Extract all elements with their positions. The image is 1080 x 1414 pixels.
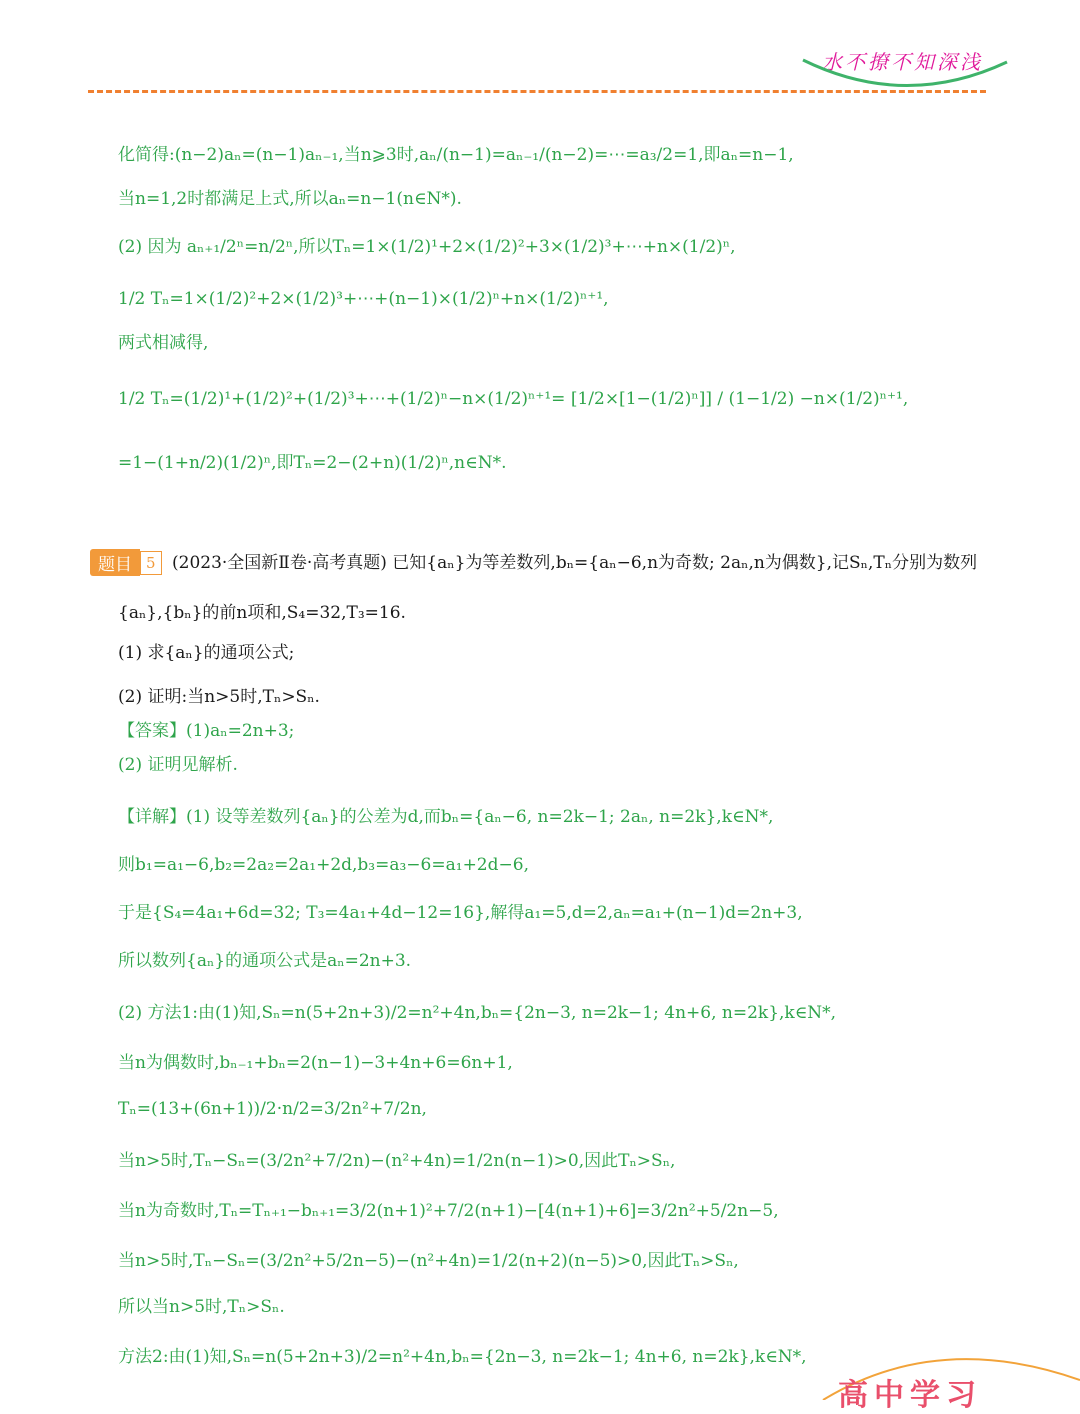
prev-line-1: 化简得:(n−2)aₙ=(n−1)aₙ₋₁,当n⩾3时,aₙ/(n−1)=aₙ₋₁/(n−2)=⋯=a₃/2=1,即aₙ=n−1, [118, 145, 794, 165]
solution-line-9: 当n为奇数时,Tₙ=Tₙ₊₁−bₙ₊₁=3/2(n+1)²+7/2(n+1)−[4(n+1)+6]=3/2n²+5/2n−5, [118, 1201, 779, 1221]
prev-line-3: (2) 因为 aₙ₊₁/2ⁿ=n/2ⁿ,所以Tₙ=1×(1/2)¹+2×(1/2)²+3×(1/2)³+⋯+n×(1/2)ⁿ, [118, 237, 736, 257]
solution-line-6: 当n为偶数时,bₙ₋₁+bₙ=2(n−1)−3+4n+6=6n+1, [118, 1053, 513, 1073]
solution-line-3: 于是{S₄=4a₁+6d=32; T₃=4a₁+4d−12=16},解得a₁=5,d=2,aₙ=a₁+(n−1)d=2n+3, [118, 903, 803, 923]
prev-line-7: =1−(1+n/2)(1/2)ⁿ,即Tₙ=2−(2+n)(1/2)ⁿ,n∈N*. [118, 453, 507, 473]
answer-2: (2) 证明见解析. [118, 755, 238, 775]
problem-question-1: (1) 求{aₙ}的通项公式; [118, 643, 295, 663]
solution-line-8: 当n>5时,Tₙ−Sₙ=(3/2n²+7/2n)−(n²+4n)=1/2n(n−1)>0,因此Tₙ>Sₙ, [118, 1151, 676, 1171]
corner-watermark: 高中学习 [838, 1378, 982, 1413]
solution-line-10: 当n>5时,Tₙ−Sₙ=(3/2n²+5/2n−5)−(n²+4n)=1/2(n+2)(n−5)>0,因此Tₙ>Sₙ, [118, 1251, 739, 1271]
prev-line-5: 两式相减得, [118, 333, 209, 353]
prev-line-4: 1/2 Tₙ=1×(1/2)²+2×(1/2)³+⋯+(n−1)×(1/2)ⁿ+n×(1/2)ⁿ⁺¹, [118, 289, 609, 309]
prev-line-2: 当n=1,2时都满足上式,所以aₙ=n−1(n∈N*). [118, 189, 462, 209]
prev-line-6: 1/2 Tₙ=(1/2)¹+(1/2)²+(1/2)³+⋯+(1/2)ⁿ−n×(1/2)ⁿ⁺¹= [1/2×[1−(1/2)ⁿ]] / (1−1/2) −n×(1/2)ⁿ⁺¹, [118, 389, 909, 409]
solution-line-7: Tₙ=(13+(6n+1))/2·n/2=3/2n²+7/2n, [118, 1099, 427, 1119]
problem-badge [90, 549, 168, 576]
header-brand: 水不撩不知深浅 [822, 50, 983, 74]
brand-arc-decoration [795, 40, 1015, 90]
answer-1: 【答案】(1)aₙ=2n+3; [118, 721, 295, 741]
problem-badge-label: 题目 [90, 549, 140, 576]
problem-question-2: (2) 证明:当n>5时,Tₙ>Sₙ. [118, 687, 320, 707]
problem-statement-1: (2023·全国新Ⅱ卷·高考真题) 已知{aₙ}为等差数列,bₙ={aₙ−6,n为奇数; 2aₙ,n为偶数},记Sₙ,Tₙ分别为数列 [172, 553, 978, 573]
solution-line-1: 【详解】(1) 设等差数列{aₙ}的公差为d,而bₙ={aₙ−6, n=2k−1; 2aₙ, n=2k},k∈N*, [118, 807, 774, 827]
solution-line-2: 则b₁=a₁−6,b₂=2a₂=2a₁+2d,b₃=a₃−6=a₁+2d−6, [118, 855, 529, 875]
problem-statement-2: {aₙ},{bₙ}的前n项和,S₄=32,T₃=16. [118, 603, 406, 623]
solution-line-11: 所以当n>5时,Tₙ>Sₙ. [118, 1297, 285, 1317]
solution-line-4: 所以数列{aₙ}的通项公式是aₙ=2n+3. [118, 951, 412, 971]
solution-line-5: (2) 方法1:由(1)知,Sₙ=n(5+2n+3)/2=n²+4n,bₙ={2n−3, n=2k−1; 4n+6, n=2k},k∈N*, [118, 1003, 837, 1023]
header-dashed-divider [88, 90, 986, 93]
solution-line-12: 方法2:由(1)知,Sₙ=n(5+2n+3)/2=n²+4n,bₙ={2n−3, n=2k−1; 4n+6, n=2k},k∈N*, [118, 1347, 807, 1367]
problem-badge-number: 5 [140, 551, 162, 575]
